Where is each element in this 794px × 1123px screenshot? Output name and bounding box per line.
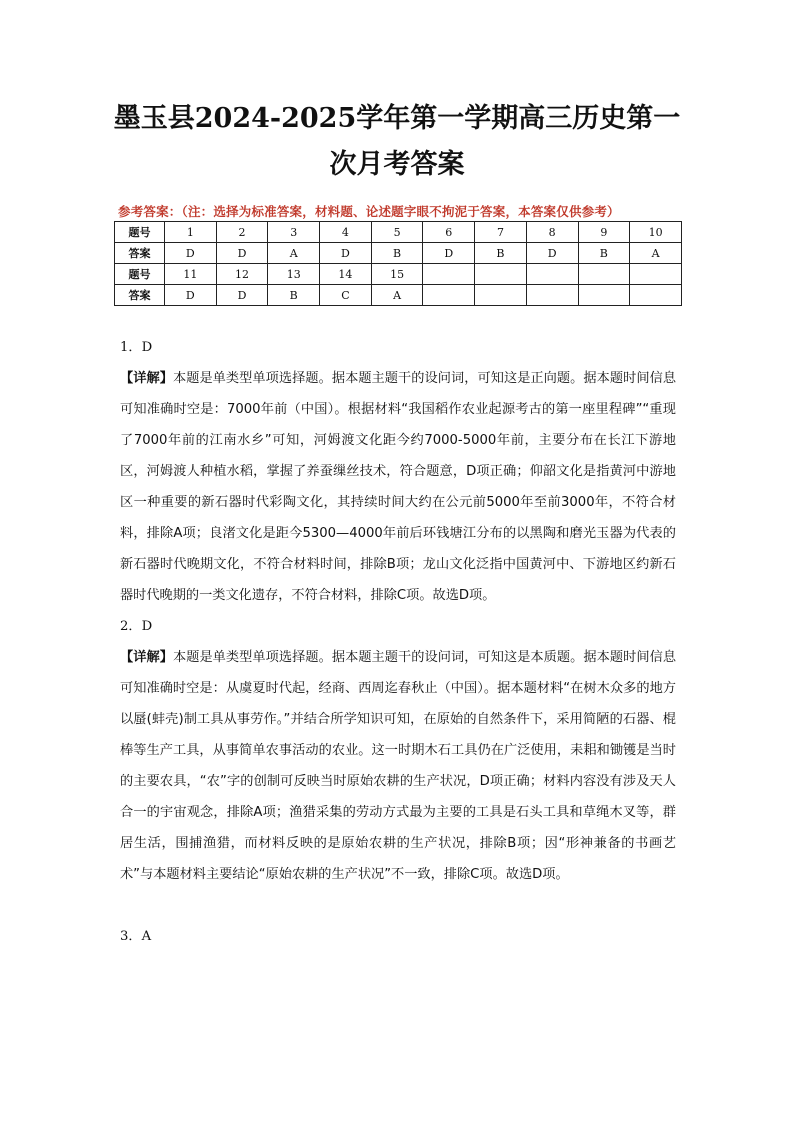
- explanation-text: 本题是单类型单项选择题。据本题主题干的设问词，可知这是正向题。据本题时间信息可知准确时空是：7000年前（中国）。根据材料“我国稻作农业起源考古的第一座里程碑”“重现了7000年前的江南水乡”可知，河姆渡文化距今约7000-5000年前，主要分布在长江下游地区，河姆渡人种植水稻，掌握了养蚕缫丝技术，符合题意，D项正确；仰韶文化是指黄河中游地区一种重要的新石器时代彩陶文化，其持续时间大约在公元前5000年至前3000年，不符合材料，排除A项；良渚文化是距今5300—4000年前后环钱塘江分布的以黑陶和磨光玉器为代表的新石器时代晚期文化，不符合材料时间，排除B项；龙山文化泛指中国黄河中、下游地区约新石器时代晚期的一类文化遗存，不符合材料，排除C项。故选D项。: [120, 371, 677, 603]
- detail-tag: 【详解】: [120, 371, 173, 386]
- table-row: [115, 243, 682, 264]
- table-cell: 13: [268, 264, 320, 285]
- table-cell: 2: [216, 222, 268, 243]
- table-cell: 6: [423, 222, 475, 243]
- reference-note: 参考答案：（注：选择为标准答案，材料题、论述题字眼不拘泥于答案，本答案仅供参考）: [118, 204, 620, 219]
- explanation-paragraph: [120, 642, 676, 890]
- table-cell: B: [371, 243, 423, 264]
- question-number: 1．D: [120, 340, 153, 355]
- table-cell: [423, 285, 475, 306]
- table-cell: 3: [268, 222, 320, 243]
- detail-tag: 【详解】: [120, 650, 173, 665]
- table-row: [115, 285, 682, 306]
- title-line-1: 墨玉县2024-2025学年第一学期高三历史第一: [113, 103, 681, 134]
- table-cell: [630, 285, 682, 306]
- table-cell: D: [216, 243, 268, 264]
- answer-explanations: [120, 332, 676, 952]
- table-cell: [630, 264, 682, 285]
- question-number: 3．A: [120, 929, 152, 944]
- table-cell: D: [165, 285, 217, 306]
- table-cell: [423, 264, 475, 285]
- table-cell: B: [475, 243, 527, 264]
- table-cell: D: [320, 243, 372, 264]
- table-cell: D: [165, 243, 217, 264]
- row-label: 答案: [115, 243, 165, 264]
- question-number: 2．D: [120, 619, 153, 634]
- table-cell: [475, 264, 527, 285]
- answer-table: [114, 221, 682, 306]
- explanation-text: 本题是单类型单项选择题。据本题主题干的设问词，可知这是本质题。据本题时间信息可知准确时空是：从虞夏时代起，经商、西周迄春秋止（中国）。据本题材料“在树木众多的地方以蜃(蚌壳)制工具从事劳作。”并结合所学知识可知，在原始的自然条件下，采用简陋的石器、棍棒等生产工具，从事简单农事活动的农业。这一时期木石工具仍在广泛使用，耒耜和锄镬是当时的主要农具，“农”字的创制可反映当时原始农耕的生产状况，D项正确；材料内容没有涉及天人合一的宇宙观念，排除A项；渔猎采集的劳动方式最为主要的工具是石头工具和草绳木叉等，群居生活，围捕渔猎，而材料反映的是原始农耕的生产状况，排除B项；因“形神兼备的书画艺术”与本题材料主要结论“原始农耕的生产状况”不一致，排除C项。故选D项。: [120, 650, 677, 882]
- table-cell: 15: [371, 264, 423, 285]
- table-cell: 10: [630, 222, 682, 243]
- row-label: 答案: [115, 285, 165, 306]
- table-cell: [475, 285, 527, 306]
- table-cell: 8: [526, 222, 578, 243]
- table-cell: A: [268, 243, 320, 264]
- page-title: [100, 96, 694, 188]
- table-cell: 12: [216, 264, 268, 285]
- row-label: 题号: [115, 222, 165, 243]
- table-cell: C: [320, 285, 372, 306]
- table-cell: A: [371, 285, 423, 306]
- table-row: [115, 222, 682, 243]
- table-cell: B: [268, 285, 320, 306]
- table-cell: D: [216, 285, 268, 306]
- table-cell: 7: [475, 222, 527, 243]
- table-cell: D: [526, 243, 578, 264]
- table-cell: 1: [165, 222, 217, 243]
- table-cell: 5: [371, 222, 423, 243]
- table-cell: B: [578, 243, 630, 264]
- table-cell: 14: [320, 264, 372, 285]
- title-line-2: 次月考答案: [329, 149, 465, 180]
- table-cell: D: [423, 243, 475, 264]
- table-cell: 9: [578, 222, 630, 243]
- explanation-paragraph: [120, 363, 676, 611]
- table-cell: 11: [165, 264, 217, 285]
- table-cell: [578, 264, 630, 285]
- table-row: [115, 264, 682, 285]
- row-label: 题号: [115, 264, 165, 285]
- table-cell: A: [630, 243, 682, 264]
- table-cell: [578, 285, 630, 306]
- table-cell: [526, 264, 578, 285]
- table-cell: [526, 285, 578, 306]
- table-cell: 4: [320, 222, 372, 243]
- spacer: [120, 890, 676, 921]
